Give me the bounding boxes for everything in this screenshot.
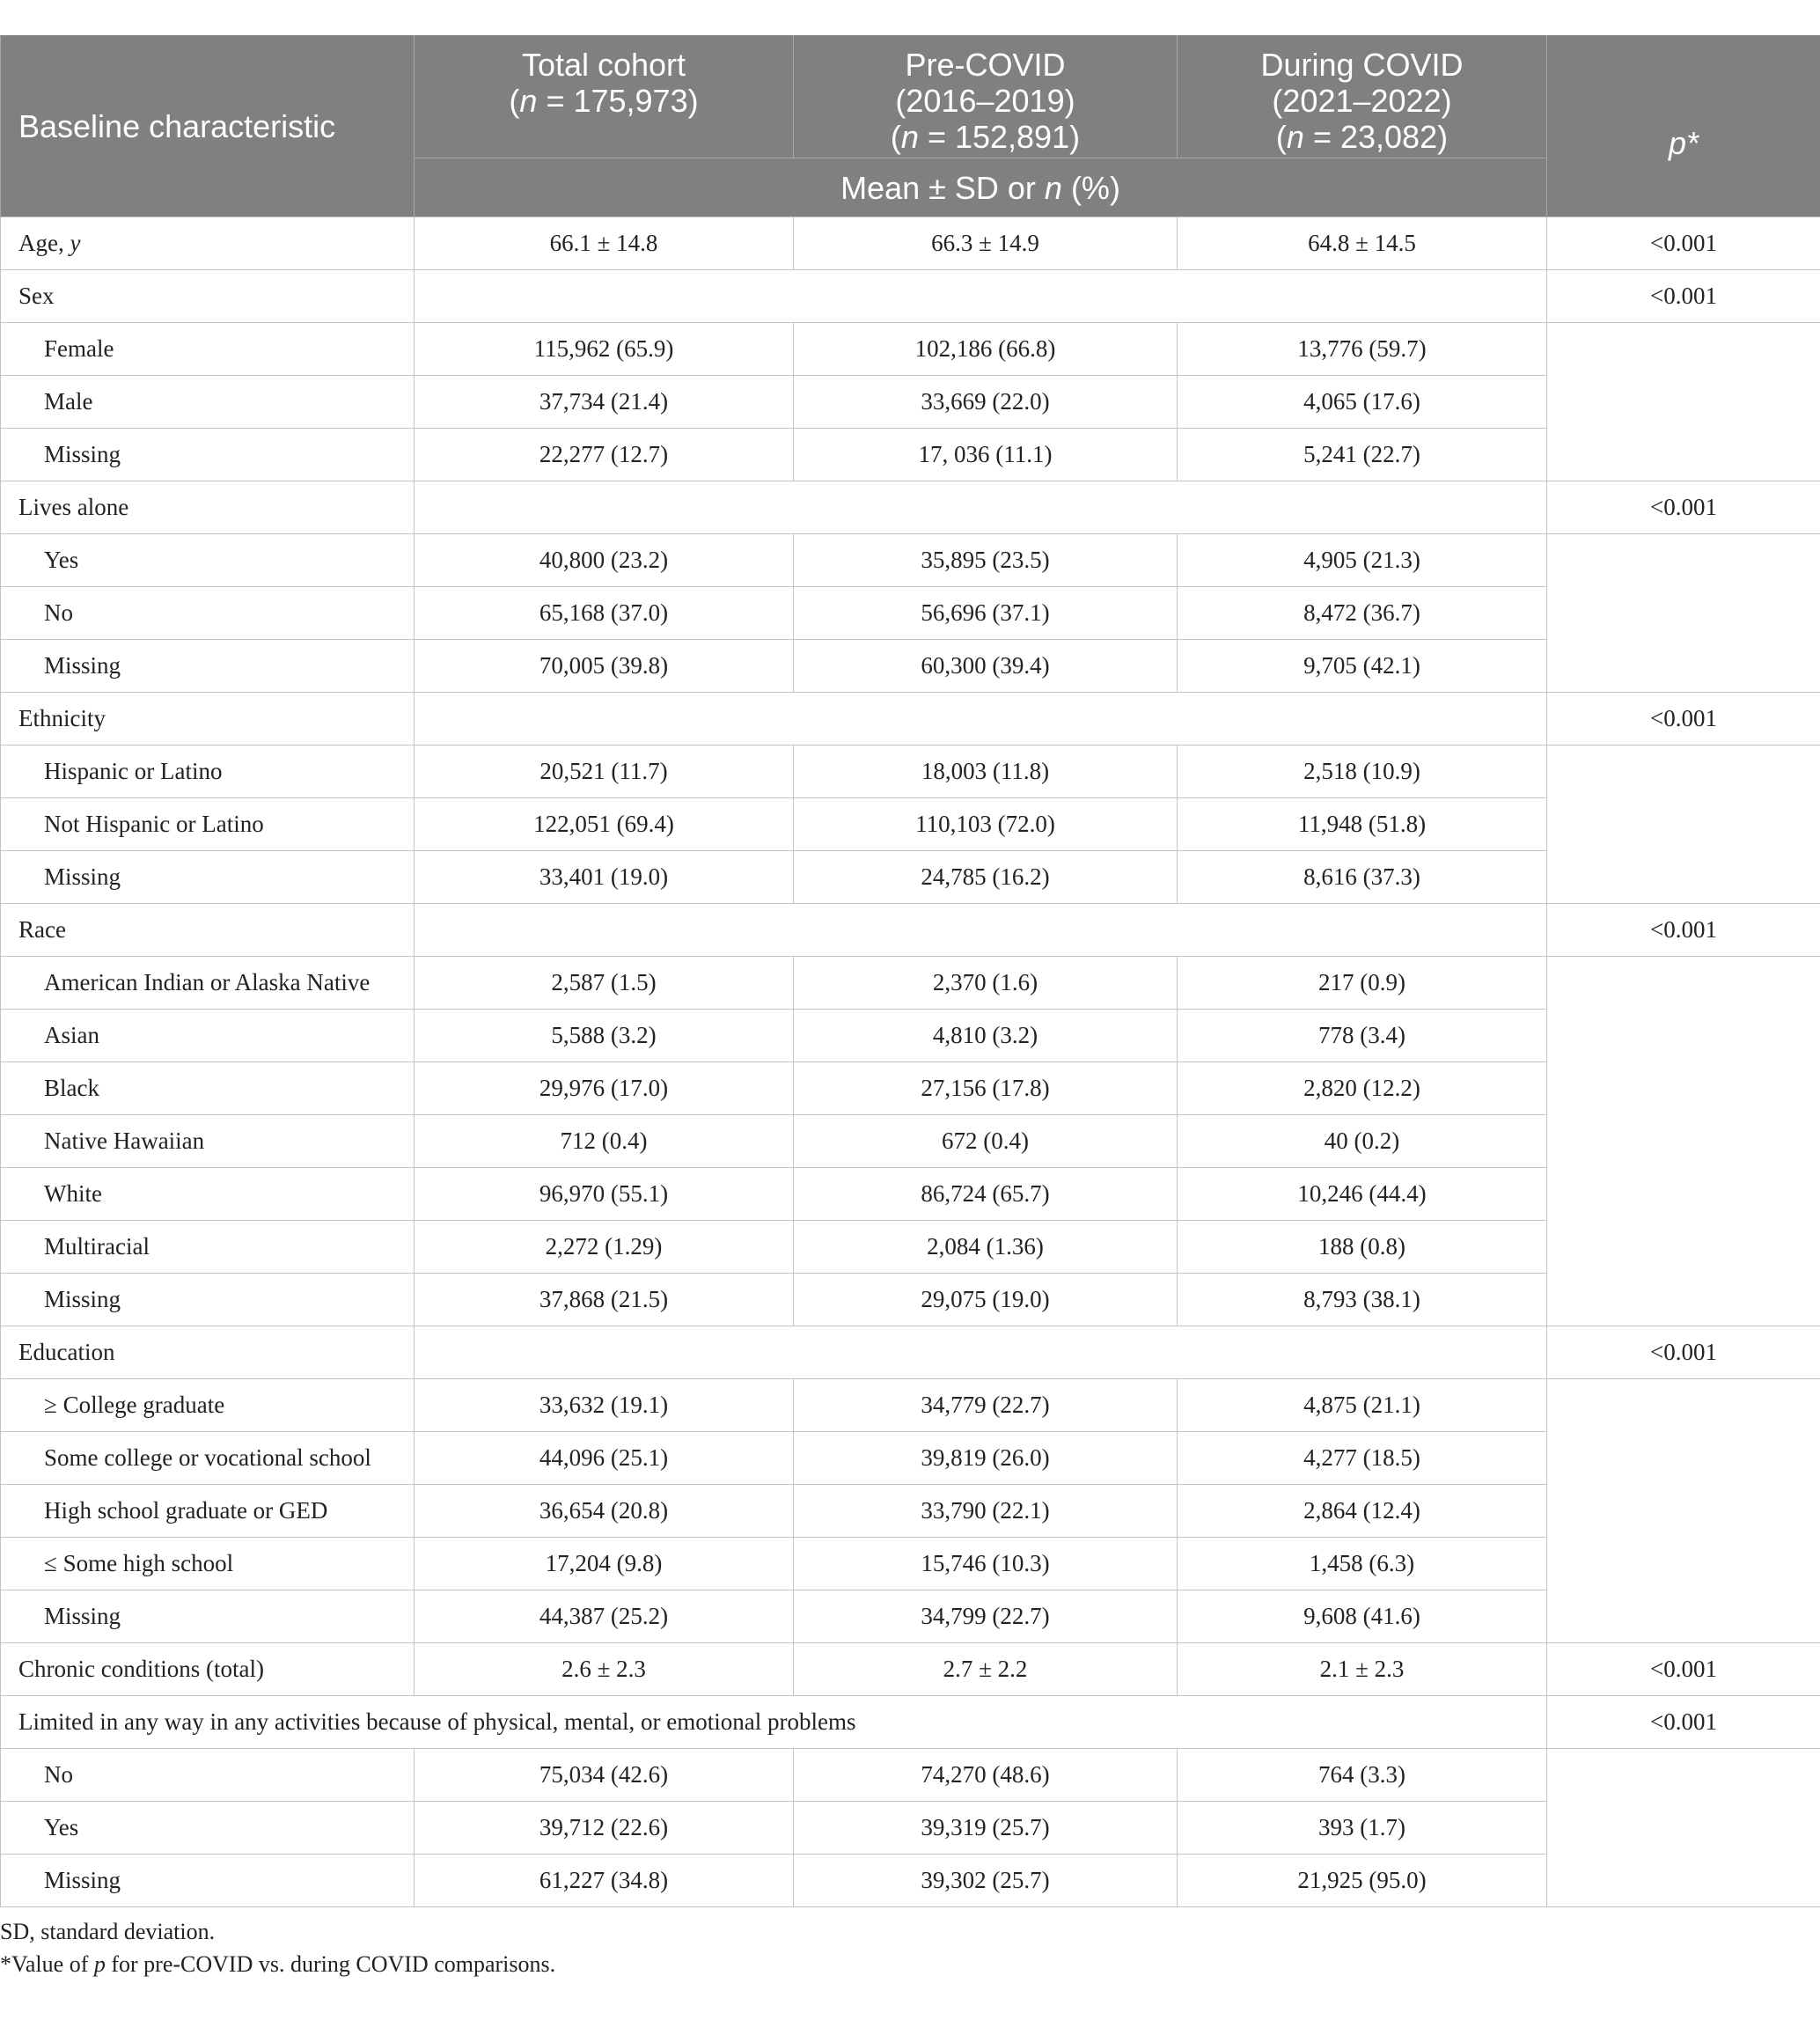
header-line-n: (n = 175,973) (509, 83, 699, 119)
cell-pre-covid: 86,724 (65.7) (794, 1168, 1178, 1221)
table-row (1, 957, 1820, 1010)
cell-during-covid: 4,905 (21.3) (1178, 534, 1547, 587)
cell-total-cohort: 20,521 (11.7) (415, 746, 794, 798)
header-during-covid (1178, 36, 1547, 158)
cell-p-value: <0.001 (1547, 1696, 1820, 1749)
cell-p-value-empty (1547, 1749, 1820, 1907)
section-spacer (415, 481, 1547, 534)
cell-total-cohort: 44,387 (25.2) (415, 1590, 794, 1643)
cell-pre-covid: 60,300 (39.4) (794, 640, 1178, 693)
cell-total-cohort: 712 (0.4) (415, 1115, 794, 1168)
table-row (1, 1696, 1820, 1749)
cell-during-covid: 188 (0.8) (1178, 1221, 1547, 1274)
row-label: Multiracial (1, 1221, 415, 1274)
cell-during-covid: 21,925 (95.0) (1178, 1855, 1547, 1907)
cell-during-covid: 2,820 (12.2) (1178, 1062, 1547, 1115)
row-label: Race (1, 904, 415, 957)
cell-pre-covid: 74,270 (48.6) (794, 1749, 1178, 1802)
cell-during-covid: 2,864 (12.4) (1178, 1485, 1547, 1538)
table-row (1, 693, 1820, 746)
table-row (1, 323, 1820, 376)
cell-during-covid: 40 (0.2) (1178, 1115, 1547, 1168)
table-row (1, 1643, 1820, 1696)
cell-during-covid: 5,241 (22.7) (1178, 429, 1547, 481)
cell-during-covid: 764 (3.3) (1178, 1749, 1547, 1802)
header-line: During COVID (1260, 47, 1464, 83)
cell-during-covid: 8,616 (37.3) (1178, 851, 1547, 904)
cell-during-covid: 4,065 (17.6) (1178, 376, 1547, 429)
row-label: Female (1, 323, 415, 376)
cell-pre-covid: 34,799 (22.7) (794, 1590, 1178, 1643)
table-body (1, 217, 1820, 1907)
cell-total-cohort: 37,734 (21.4) (415, 376, 794, 429)
cell-total-cohort: 22,277 (12.7) (415, 429, 794, 481)
cell-pre-covid: 27,156 (17.8) (794, 1062, 1178, 1115)
table-header (1, 36, 1820, 217)
section-spacer (415, 904, 1547, 957)
row-label: ≤ Some high school (1, 1538, 415, 1590)
cell-pre-covid: 33,790 (22.1) (794, 1485, 1178, 1538)
footnotes (0, 1907, 1820, 1980)
cell-p-value-empty (1547, 323, 1820, 481)
baseline-characteristics-table (0, 35, 1820, 1907)
row-label: Yes (1, 534, 415, 587)
table-row (1, 746, 1820, 798)
header-line: Pre-COVID (905, 47, 1066, 83)
cell-pre-covid: 4,810 (3.2) (794, 1010, 1178, 1062)
section-spacer (415, 270, 1547, 323)
cell-total-cohort: 2,272 (1.29) (415, 1221, 794, 1274)
cell-during-covid: 1,458 (6.3) (1178, 1538, 1547, 1590)
cell-pre-covid: 24,785 (16.2) (794, 851, 1178, 904)
cell-pre-covid: 33,669 (22.0) (794, 376, 1178, 429)
cell-during-covid: 9,705 (42.1) (1178, 640, 1547, 693)
row-label: White (1, 1168, 415, 1221)
section-spacer (415, 1326, 1547, 1379)
row-label: American Indian or Alaska Native (1, 957, 415, 1010)
header-mean-sd: Mean ± SD or n (%) (415, 158, 1547, 217)
row-label: Hispanic or Latino (1, 746, 415, 798)
cell-pre-covid: 29,075 (19.0) (794, 1274, 1178, 1326)
row-label: Age, y (1, 217, 415, 270)
footnote-sd: SD, standard deviation. (0, 1919, 216, 1944)
row-label: Sex (1, 270, 415, 323)
row-label: High school graduate or GED (1, 1485, 415, 1538)
section-spacer (415, 693, 1547, 746)
row-label: Missing (1, 640, 415, 693)
cell-during-covid: 13,776 (59.7) (1178, 323, 1547, 376)
header-p-value: p* (1547, 36, 1820, 217)
cell-pre-covid: 39,302 (25.7) (794, 1855, 1178, 1907)
header-baseline-characteristic: Baseline characteristic (1, 36, 415, 217)
cell-p-value-empty (1547, 1379, 1820, 1643)
row-label: Missing (1, 429, 415, 481)
header-line: Total cohort (521, 47, 686, 83)
row-label: Limited in any way in any activities because of physical, mental, or emotional problems (1, 1696, 1547, 1749)
table-container (0, 35, 1820, 1980)
cell-total-cohort: 37,868 (21.5) (415, 1274, 794, 1326)
cell-total-cohort: 5,588 (3.2) (415, 1010, 794, 1062)
row-label: Missing (1, 1855, 415, 1907)
cell-pre-covid: 66.3 ± 14.9 (794, 217, 1178, 270)
table-row (1, 534, 1820, 587)
row-label: Black (1, 1062, 415, 1115)
cell-during-covid: 64.8 ± 14.5 (1178, 217, 1547, 270)
row-label: Some college or vocational school (1, 1432, 415, 1485)
cell-pre-covid: 34,779 (22.7) (794, 1379, 1178, 1432)
cell-during-covid: 2.1 ± 2.3 (1178, 1643, 1547, 1696)
cell-during-covid: 10,246 (44.4) (1178, 1168, 1547, 1221)
cell-total-cohort: 44,096 (25.1) (415, 1432, 794, 1485)
row-label: Asian (1, 1010, 415, 1062)
cell-p-value: <0.001 (1547, 270, 1820, 323)
cell-during-covid: 4,875 (21.1) (1178, 1379, 1547, 1432)
row-label: Education (1, 1326, 415, 1379)
cell-total-cohort: 33,632 (19.1) (415, 1379, 794, 1432)
row-label: No (1, 1749, 415, 1802)
cell-total-cohort: 122,051 (69.4) (415, 798, 794, 851)
cell-pre-covid: 2.7 ± 2.2 (794, 1643, 1178, 1696)
table-row (1, 1749, 1820, 1802)
row-label: Not Hispanic or Latino (1, 798, 415, 851)
row-label: Chronic conditions (total) (1, 1643, 415, 1696)
row-label: Native Hawaiian (1, 1115, 415, 1168)
cell-total-cohort: 29,976 (17.0) (415, 1062, 794, 1115)
cell-total-cohort: 36,654 (20.8) (415, 1485, 794, 1538)
cell-total-cohort: 39,712 (22.6) (415, 1802, 794, 1855)
cell-total-cohort: 96,970 (55.1) (415, 1168, 794, 1221)
header-line-n: (n = 152,891) (890, 119, 1081, 155)
cell-p-value-empty (1547, 534, 1820, 693)
cell-total-cohort: 17,204 (9.8) (415, 1538, 794, 1590)
table-row (1, 1379, 1820, 1432)
cell-total-cohort: 33,401 (19.0) (415, 851, 794, 904)
header-line: (2021–2022) (1272, 83, 1452, 119)
cell-p-value: <0.001 (1547, 904, 1820, 957)
cell-pre-covid: 18,003 (11.8) (794, 746, 1178, 798)
cell-pre-covid: 110,103 (72.0) (794, 798, 1178, 851)
row-label: Lives alone (1, 481, 415, 534)
row-label: Male (1, 376, 415, 429)
cell-during-covid: 8,793 (38.1) (1178, 1274, 1547, 1326)
cell-p-value: <0.001 (1547, 217, 1820, 270)
cell-during-covid: 9,608 (41.6) (1178, 1590, 1547, 1643)
cell-p-value: <0.001 (1547, 1326, 1820, 1379)
cell-p-value: <0.001 (1547, 693, 1820, 746)
table-row (1, 270, 1820, 323)
cell-total-cohort: 2.6 ± 2.3 (415, 1643, 794, 1696)
cell-pre-covid: 56,696 (37.1) (794, 587, 1178, 640)
cell-total-cohort: 61,227 (34.8) (415, 1855, 794, 1907)
cell-total-cohort: 66.1 ± 14.8 (415, 217, 794, 270)
cell-during-covid: 217 (0.9) (1178, 957, 1547, 1010)
cell-during-covid: 393 (1.7) (1178, 1802, 1547, 1855)
row-label: Missing (1, 1590, 415, 1643)
cell-pre-covid: 39,819 (26.0) (794, 1432, 1178, 1485)
row-label: No (1, 587, 415, 640)
cell-pre-covid: 2,370 (1.6) (794, 957, 1178, 1010)
cell-total-cohort: 70,005 (39.8) (415, 640, 794, 693)
header-line-n: (n = 23,082) (1275, 119, 1449, 155)
cell-p-value: <0.001 (1547, 1643, 1820, 1696)
cell-during-covid: 778 (3.4) (1178, 1010, 1547, 1062)
row-label: ≥ College graduate (1, 1379, 415, 1432)
cell-pre-covid: 672 (0.4) (794, 1115, 1178, 1168)
row-label: Ethnicity (1, 693, 415, 746)
cell-pre-covid: 15,746 (10.3) (794, 1538, 1178, 1590)
cell-p-value-empty (1547, 746, 1820, 904)
cell-total-cohort: 115,962 (65.9) (415, 323, 794, 376)
row-label: Missing (1, 851, 415, 904)
row-label: Yes (1, 1802, 415, 1855)
header-pre-covid (794, 36, 1178, 158)
cell-total-cohort: 2,587 (1.5) (415, 957, 794, 1010)
cell-pre-covid: 35,895 (23.5) (794, 534, 1178, 587)
cell-pre-covid: 39,319 (25.7) (794, 1802, 1178, 1855)
cell-p-value: <0.001 (1547, 481, 1820, 534)
cell-during-covid: 8,472 (36.7) (1178, 587, 1547, 640)
footnote-p-value: *Value of p for pre-COVID vs. during COVID comparisons. (0, 1951, 556, 1977)
header-total-cohort (415, 36, 794, 158)
row-label: Missing (1, 1274, 415, 1326)
cell-during-covid: 11,948 (51.8) (1178, 798, 1547, 851)
cell-pre-covid: 17, 036 (11.1) (794, 429, 1178, 481)
cell-total-cohort: 40,800 (23.2) (415, 534, 794, 587)
cell-total-cohort: 75,034 (42.6) (415, 1749, 794, 1802)
table-row (1, 481, 1820, 534)
cell-pre-covid: 102,186 (66.8) (794, 323, 1178, 376)
header-line: (2016–2019) (895, 83, 1075, 119)
cell-p-value-empty (1547, 957, 1820, 1326)
table-row (1, 904, 1820, 957)
cell-total-cohort: 65,168 (37.0) (415, 587, 794, 640)
table-row (1, 1326, 1820, 1379)
cell-during-covid: 4,277 (18.5) (1178, 1432, 1547, 1485)
cell-pre-covid: 2,084 (1.36) (794, 1221, 1178, 1274)
table-row (1, 217, 1820, 270)
cell-during-covid: 2,518 (10.9) (1178, 746, 1547, 798)
